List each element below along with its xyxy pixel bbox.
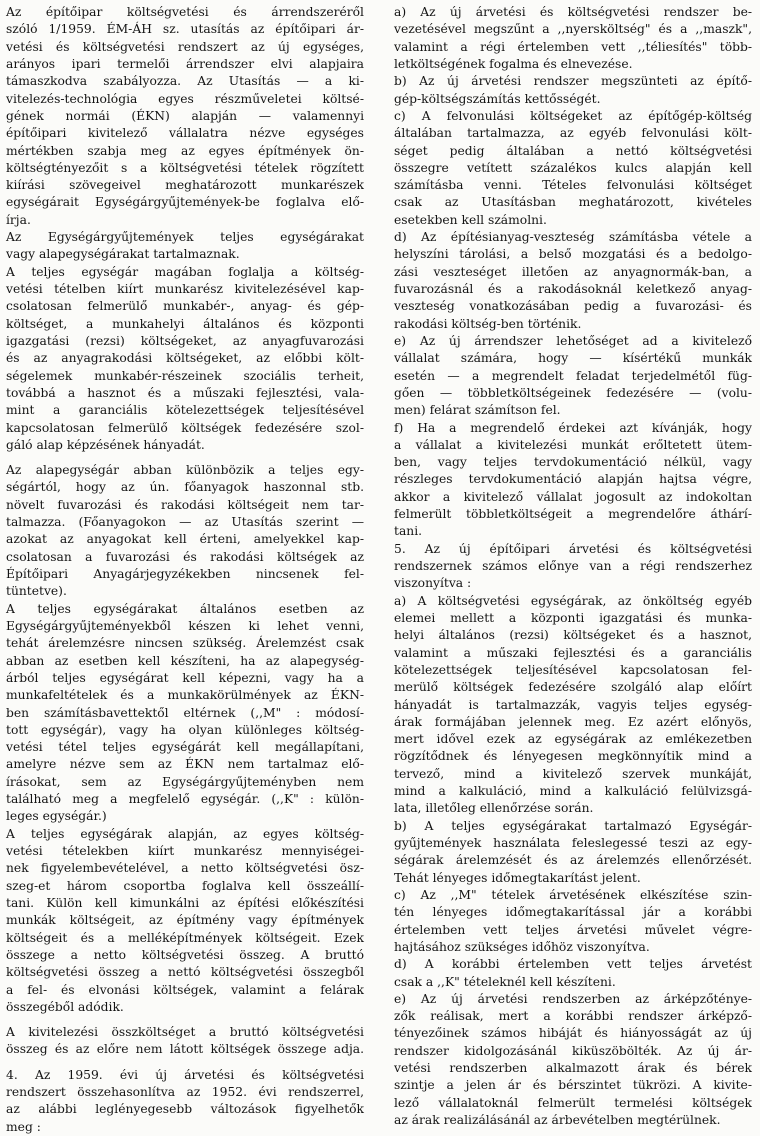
- left-text-line: munkafeltételek és a munkakörülmények az ÉKN-: [6, 688, 364, 703]
- left-text-line: vetési és költségvetési rendszert az új egységes,: [6, 39, 364, 54]
- left-text-line: csolatosan felmerülő munkabér-, anyag- és gép-: [6, 299, 364, 314]
- left-text-line: meg :: [6, 1119, 41, 1134]
- right-text-line: lata, illetőleg ellenőrzése során.: [394, 801, 594, 816]
- left-text-line: támaszkodva szabályozza. Az Utasítás — a ki-: [6, 74, 364, 89]
- right-text-line: mert idővel ezek az egységárak az emlékezetben: [394, 732, 752, 747]
- right-text-line: a) Az új árvetési és költségvetési rendszer be-: [394, 5, 752, 19]
- left-text-line: 4. Az 1959. évi új árvetési és költségvetési: [6, 1067, 364, 1082]
- right-text-line: kötelezettségek teljesítésével kapcsolatosan fel-: [394, 662, 752, 677]
- right-text-line: c) Az ,,M" tételek árvetésének elkészítése szin-: [394, 887, 752, 902]
- right-text-line: e) Az új árrendszer lehetőséget ad a kivitelező: [394, 333, 752, 348]
- right-text-line: rendszernek számos előnye van a régi rendszerhez: [394, 559, 752, 573]
- right-text-line: valamint a műszaki fejlesztési és a garanciális: [394, 645, 752, 660]
- right-text-line: men) felárat számítson fel.: [394, 403, 561, 418]
- right-text-line: helyi általános (rezsi) költségeket és a hasznot,: [394, 628, 752, 643]
- left-text-line: kapcsolatosan felmerülő költségek fedezésére szol-: [6, 420, 364, 435]
- right-text-line: helyszíni tárolási, a belső mozgatási és a bedolgo-: [394, 247, 752, 262]
- left-text-line: írásokat, sem az Egységárgyűjteményben nem: [6, 774, 364, 789]
- right-text-line: séget pedig általában a nettó költségvetési: [394, 143, 752, 158]
- right-text-line: ben, vagy teljes tervdokumentáció nélkül, vagy: [394, 455, 752, 470]
- left-text-line: A kivitelezési összköltséget a bruttó költségvetési: [6, 1025, 364, 1040]
- left-text-line: ségelemek munkabér-részeinek szociális terheit,: [6, 368, 364, 383]
- right-text-line: rögzítődnek és lényegesen megkönnyítik mind a: [394, 749, 752, 764]
- left-text-line: tüntetve).: [6, 584, 67, 599]
- right-text-line: f) Ha a megrendelő érdekei azt kívánják, hogy: [394, 420, 752, 435]
- left-text-line: költségvetési összeg a nettó költségvetési összegből: [6, 965, 364, 980]
- right-text-line: gyűjtemények használata feleslegessé teszi az egy-: [394, 836, 752, 850]
- right-text-line: gép-költségszámítás kettősségét.: [394, 91, 601, 106]
- right-text-line: az árak realizálásánál az árbevételben megtérülnek.: [394, 1113, 721, 1127]
- right-text-line: viszonyítva :: [394, 576, 472, 591]
- right-text-line: esetekben kell számolni.: [394, 212, 547, 227]
- right-text-line: lező vállalatoknál felmerült termelési költségek: [394, 1095, 752, 1110]
- right-text-line: vállalat számára, hogy — kísértékű munkák: [394, 351, 752, 366]
- right-text-column: [394, 4, 752, 1129]
- right-text-line: tani.: [394, 524, 423, 539]
- left-text-line: rendszert összehasonlítva az 1952. évi rendszerrel,: [6, 1085, 364, 1100]
- left-text-line: arányos ipari termelői árrendszer elvi alapjaira: [6, 56, 364, 71]
- right-text-line: tervező, mind a kivitelező szervek munkáját,: [394, 766, 752, 781]
- left-text-column: [6, 4, 364, 1136]
- right-text-line: értelemben vett teljes árvetési művelet végre-: [394, 922, 752, 937]
- right-text-line: vezetésével megszűnt a ,,nyersköltség" és a ,,maszk",: [394, 22, 752, 37]
- left-text-line: gáló alap képzésének hányadát.: [6, 437, 205, 452]
- left-text-line: található meg a megfelelő egységár. (,,K" : külön-: [6, 792, 364, 807]
- left-text-line: összegéből adódik.: [6, 999, 124, 1014]
- right-text-line: árak formájában jelennek meg. Ez azért előnyös,: [394, 714, 752, 729]
- left-text-line: A teljes egységárakat általános esetben az: [6, 601, 364, 616]
- left-text-line: Az alapegységár abban különbözik a teljes egy-: [6, 463, 364, 478]
- left-text-line: összeg és az előre nem látott költségek összege adja.: [6, 1042, 364, 1057]
- left-text-line: A teljes egységárak alapján, az egyes költség-: [6, 826, 364, 841]
- right-text-line: merülő költségek fedezésére szolgáló alap előírt: [394, 680, 752, 695]
- left-text-line: a fel- és elvonási költségek, valamint a felárak: [6, 982, 364, 997]
- left-text-line: költséget, a munkahelyi általános és központi: [6, 316, 364, 331]
- left-text-line: munkák költségeit, az építmény vagy építmények: [6, 913, 364, 928]
- left-text-line: gének normái (ÉKN) alapján — valamennyi: [6, 108, 364, 123]
- left-text-line: igazgatási (rezsi) költségeket, az anyagfuvarozási: [6, 333, 364, 348]
- left-text-line: leges egységár.): [6, 809, 107, 824]
- left-text-line: kiírási szövegeivel meghatározott munkarészek: [6, 178, 364, 193]
- left-text-line: költségeit és a melléképítmények költségeit. Ezek: [6, 930, 364, 945]
- right-text-line: csak a ,,K" tételeknél kell készíteni.: [394, 974, 616, 989]
- left-text-line: építőipari kivitelező vállalatra nézve egységes: [6, 126, 364, 141]
- left-text-line: abban az esetben kell készíteni, ha az alapegység-: [6, 653, 364, 668]
- right-text-line: tén lényeges időmegtakarítással jár a korábbi: [394, 905, 752, 920]
- right-text-line: a vállalat a kivitelezési munkát erőltetett ütem-: [394, 437, 752, 452]
- right-text-line: e) Az új árvetési rendszerben az árképzőténye-: [394, 991, 752, 1006]
- left-text-line: mint a garanciális kötelezettségek teljesítésével: [6, 403, 364, 418]
- right-text-line: zási veszteséget illetően az anyagnormák-ban, a: [394, 264, 752, 279]
- paragraph-gap: [6, 1059, 364, 1067]
- left-text-line: és az anyagrakodási költségeket, az előbbi költ-: [6, 351, 364, 366]
- right-text-line: veszteség vonatkozásában pedig a fuvarozási- és: [394, 299, 752, 314]
- right-text-line: zők reálisak, mert a korábbi rendszer árképző-: [394, 1009, 752, 1024]
- right-text-line: fuvarozásnál és a rakodásoknál keletkező anyag-: [394, 282, 752, 296]
- left-text-line: nek figyelembevételével, a netto költségvetési ösz-: [6, 861, 364, 876]
- left-text-line: szeg-et három csoportba foglalva kell összeállí-: [6, 878, 364, 893]
- left-text-line: azokat az anyagokat kell érteni, amelyekkel kap-: [6, 532, 364, 547]
- right-text-line: szintje a jelen ár és bérszintet tükrözi. A kivite-: [394, 1078, 752, 1093]
- right-text-line: c) A felvonulási költségeket az építőgép-költség: [394, 108, 752, 123]
- left-text-line: tehát árelemzésre nincsen szükség. Árelemzést csak: [6, 636, 364, 651]
- left-text-line: talmazza. (Főanyagokon — az Utasítás szerint —: [6, 515, 364, 530]
- right-text-line: rendszer kidolgozásánál kiküszöbölték. Az új ár-: [394, 1043, 752, 1058]
- left-text-line: vetési tételekben kiírt munkarész mennyiségei-: [6, 844, 364, 858]
- right-text-line: rakodási költség-ben történik.: [394, 316, 582, 331]
- left-text-line: csolatosan a fuvarozási és rakodási költségek az: [6, 549, 364, 564]
- left-text-line: tani. Külön kell kimunkálni az építési előkészítési: [6, 895, 364, 910]
- right-text-line: 5. Az új építőipari árvetési és költségvetési: [394, 541, 752, 556]
- left-text-line: vetési tételben kiírt munkarész kivitelezésével kap-: [6, 282, 364, 296]
- paragraph-gap: [6, 454, 364, 462]
- left-text-line: vetési tétel teljes egységárát kell megállapítani,: [6, 740, 364, 755]
- left-text-line: A teljes egységár magában foglalja a költség-: [6, 264, 364, 279]
- right-text-line: összegre vetített százalékos kulcs alapján kell: [394, 160, 752, 175]
- right-text-line: b) Az új árvetési rendszer megszünteti az építő-: [394, 74, 752, 89]
- left-text-line: mértékben szabja meg az egyes építmények ön-: [6, 143, 364, 158]
- left-text-line: árból teljes egységárat kell képezni, vagy ha a: [6, 670, 364, 685]
- left-text-line: vitelezés-technológia egyes részműveletei költsé-: [6, 91, 364, 106]
- left-text-line: Az Egységárgyűjtemények teljes egységárakat: [6, 230, 364, 245]
- left-text-line: Egységárgyűjteményekből készen ki lehet venni,: [6, 618, 364, 633]
- left-text-line: ségártól, hogy az ún. főanyagok haszonnal stb.: [6, 480, 364, 495]
- left-text-line: növelt fuvarozási és rakodási költségeit nem tar-: [6, 497, 364, 512]
- left-text-line: írja.: [6, 212, 31, 227]
- left-text-line: tott egységár), vagy ha olyan különleges költség-: [6, 722, 364, 737]
- left-text-line: szóló 1/1959. ÉM-ÁH sz. utasítás az építőipari ár-: [6, 22, 364, 37]
- right-text-line: ségárak árelemzését és az árelemzés ellenőrzését.: [394, 853, 752, 868]
- left-text-line: Építőipari Anyagárjegyzékekben nincsenek fel-: [6, 567, 364, 581]
- right-text-line: vetési rendszerben alkalmazott árak és bérek: [394, 1061, 752, 1076]
- right-text-line: gően — többletköltségeinek fedezésére — (volu-: [394, 385, 752, 400]
- right-text-line: letköltségének fogalma és elnevezése.: [394, 56, 633, 71]
- paragraph-gap: [6, 1016, 364, 1024]
- left-text-line: az alábbi leglényegesebb változások figyelhetők: [6, 1102, 364, 1117]
- right-text-line: hajtásához szükséges időhöz viszonyítva.: [394, 939, 650, 954]
- right-text-line: csak az Utasításban meghatározott, kivételes: [394, 195, 752, 210]
- left-text-line: egységárait Egységárgyűjtemények-be foglalva elő-: [6, 195, 364, 210]
- right-text-line: részleges tervdokumentáció alapján hajtsa végre,: [394, 472, 752, 487]
- right-text-line: felmerült többletköltségeit a megrendelőre áthárí-: [394, 507, 752, 522]
- left-text-line: ben számításbavettektől eltérnek (,,M" : módosí-: [6, 705, 364, 720]
- left-text-line: költségtényezőit s a költségvetési tételek rögzített: [6, 160, 364, 175]
- right-text-line: a) A költségvetési egységárak, az önköltség egyéb: [394, 593, 752, 608]
- right-text-line: b) A teljes egységárakat tartalmazó Egységár-: [394, 818, 752, 833]
- left-text-line: Az építőipar költségvetési és árrendszeréről: [6, 5, 364, 19]
- right-text-line: elemei mellett a központi igazgatási és munka-: [394, 610, 752, 625]
- right-text-line: tényezőinek számos hibáját és hiányosságát az új: [394, 1026, 752, 1041]
- right-text-line: hányadát is tartalmazzák, vagyis teljes egység-: [394, 697, 752, 712]
- left-text-line: vagy alapegységárakat tartalmaznak.: [6, 247, 240, 262]
- right-text-line: esetén — a megrendelt feladat terjedelmétől füg-: [394, 368, 752, 383]
- right-text-line: d) Az építésianyag-veszteség számításba vétele a: [394, 230, 752, 245]
- right-text-line: d) A korábbi értelemben vett teljes árvetést: [394, 957, 752, 972]
- right-text-line: általában tartalmazza, az egyéb felvonulási költ-: [394, 126, 752, 141]
- left-text-line: amelyre nézve sem az ÉKN nem tartalmaz elő-: [6, 757, 364, 772]
- left-text-line: összege a netto költségvetési összeg. A bruttó: [6, 947, 364, 962]
- left-text-line: továbbá a hasznot és a műszaki fejlesztési, vala-: [6, 385, 364, 400]
- right-text-line: Tehát lényeges időmegtakarítást jelent.: [394, 870, 641, 885]
- right-text-line: mind a kalkuláció, mind a kalkuláció felülvizsgá-: [394, 784, 752, 799]
- right-text-line: valamint a régi értelemben vett ,,téliesítés" több-: [394, 39, 752, 54]
- right-text-line: akkor a kivitelező vállalat jogosult az indokoltan: [394, 489, 752, 504]
- right-text-line: számításba venni. Tételes felvonulási költséget: [394, 178, 752, 193]
